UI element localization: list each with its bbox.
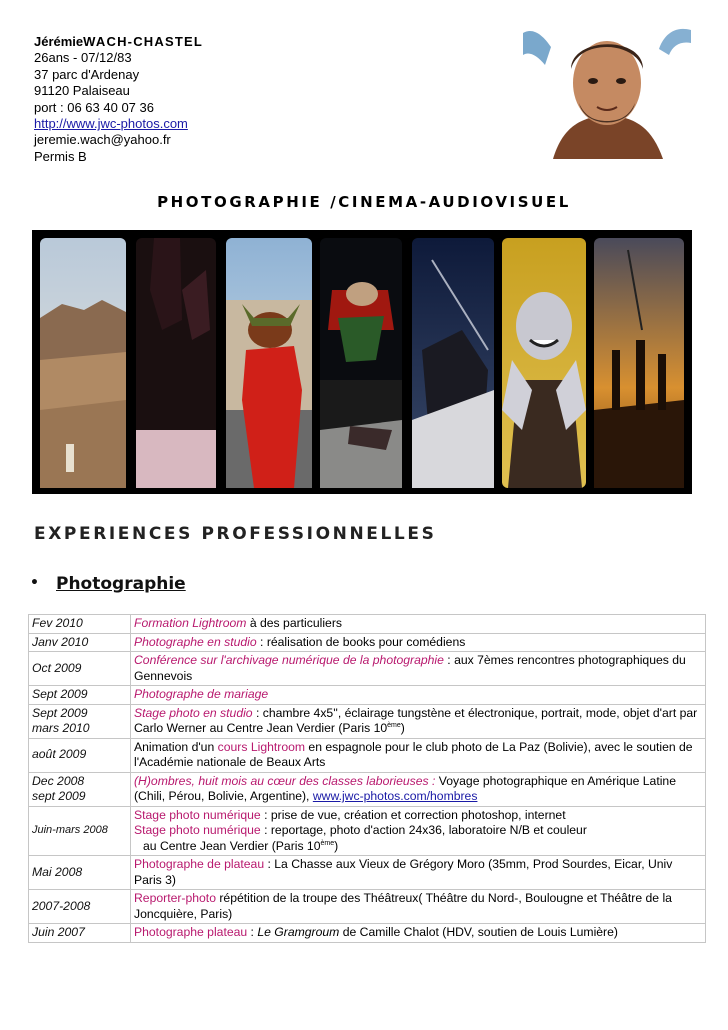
- row-description: Photographe de mariage: [131, 686, 706, 705]
- table-row: [29, 686, 706, 705]
- table-row: [29, 652, 706, 686]
- row-date: Fev 2010: [29, 615, 131, 634]
- photo-guitarist: [412, 238, 494, 488]
- row-description: Stage photo en studio : chambre 4x5'', éclairage tungstène et électronique, portrait, mode, objet d'art par Carlo Werner au Centre Jean Verdier (Paris 10ème): [131, 704, 706, 738]
- row-date: Dec 2008 sept 2009: [29, 772, 131, 806]
- full-name: JérémieWACH-CHASTEL: [34, 34, 203, 49]
- hombres-link[interactable]: www.jwc-photos.com/hombres: [312, 789, 478, 803]
- street-address: 37 parc d'Ardenay: [34, 66, 140, 82]
- table-row: [29, 924, 706, 943]
- row-description: Stage photo numérique : prise de vue, création et correction photoshop, internet Stage photo numérique : reportage, photo d'action 24x36, laboratoire N/B et couleur au Centre Jean Verdier (Paris 10ème): [131, 806, 706, 856]
- table-row: [29, 615, 706, 634]
- contact-block: [34, 34, 203, 165]
- table-row: [29, 890, 706, 924]
- row-description: Photographe plateau : Le Gramgroum de Camille Chalot (HDV, soutien de Louis Lumière): [131, 924, 706, 943]
- row-date: Janv 2010: [29, 633, 131, 652]
- table-row: [29, 856, 706, 890]
- photo-desert: [40, 238, 126, 488]
- bullet-icon: •: [30, 575, 39, 591]
- phone-number: port : 06 63 40 07 36: [34, 99, 154, 115]
- table-row: [29, 633, 706, 652]
- photo-collage: [32, 230, 692, 494]
- row-description: Formation Lightroom à des particuliers: [131, 615, 706, 634]
- city-address: 91120 Palaiseau: [34, 83, 130, 99]
- row-date: Sept 2009: [29, 686, 131, 705]
- row-date: Mai 2008: [29, 856, 131, 890]
- photo-sunset: [594, 238, 684, 488]
- row-description: Animation d'un cours Lightroom en espagnole pour le club photo de La Paz (Bolivie), avec le soutien de l'Académie nationale de Beaux Arts: [131, 738, 706, 772]
- photo-painted-face: [502, 238, 586, 488]
- age-birthdate: 26ans - 07/12/83: [34, 50, 132, 66]
- page-banner: PHOTOGRAPHIE /CINEMA-AUDIOVISUEL: [157, 193, 571, 211]
- row-date: 2007-2008: [29, 890, 131, 924]
- photo-masked-dancer: [226, 238, 312, 488]
- row-description: Conférence sur l'archivage numérique de la photographie : aux 7èmes rencontres photographiques du Gennevois: [131, 652, 706, 686]
- row-description: Photographe de plateau : La Chasse aux Vieux de Grégory Moro (35mm, Prod Sourdes, Eicar, Univ Paris 3): [131, 856, 706, 890]
- row-date: août 2009: [29, 738, 131, 772]
- row-description: (H)ombres, huit mois au cœur des classes laborieuses : Voyage photographique en Amérique Latine (Chili, Pérou, Bolivie, Argentine), www.jwc-photos.com/hombres: [131, 772, 706, 806]
- subsection-heading: [30, 574, 186, 594]
- row-date: Juin-mars 2008: [29, 806, 131, 856]
- table-row: [29, 772, 706, 806]
- email-address: jeremie.wach@yahoo.fr: [34, 132, 171, 148]
- table-row: [29, 806, 706, 856]
- photo-silhouette: [136, 238, 216, 488]
- row-description: Reporter-photo répétition de la troupe des Théâtreux( Théâtre du Nord-, Boulougne et Théâtre de la Joncquière, Paris): [131, 890, 706, 924]
- row-description: Photographe en studio : réalisation de books pour comédiens: [131, 633, 706, 652]
- experience-table: [28, 614, 706, 943]
- table-row: [29, 704, 706, 738]
- portrait-photo: [523, 25, 691, 159]
- row-date: Oct 2009: [29, 652, 131, 686]
- table-row: [29, 738, 706, 772]
- subsection-title: Photographie: [56, 574, 186, 594]
- photo-wrestling: [320, 238, 402, 488]
- driving-license: Permis B: [34, 148, 87, 164]
- row-date: Sept 2009 mars 2010: [29, 704, 131, 738]
- website-link[interactable]: http://www.jwc-photos.com: [34, 116, 188, 132]
- section-title: EXPERIENCES PROFESSIONNELLES: [34, 524, 437, 544]
- row-date: Juin 2007: [29, 924, 131, 943]
